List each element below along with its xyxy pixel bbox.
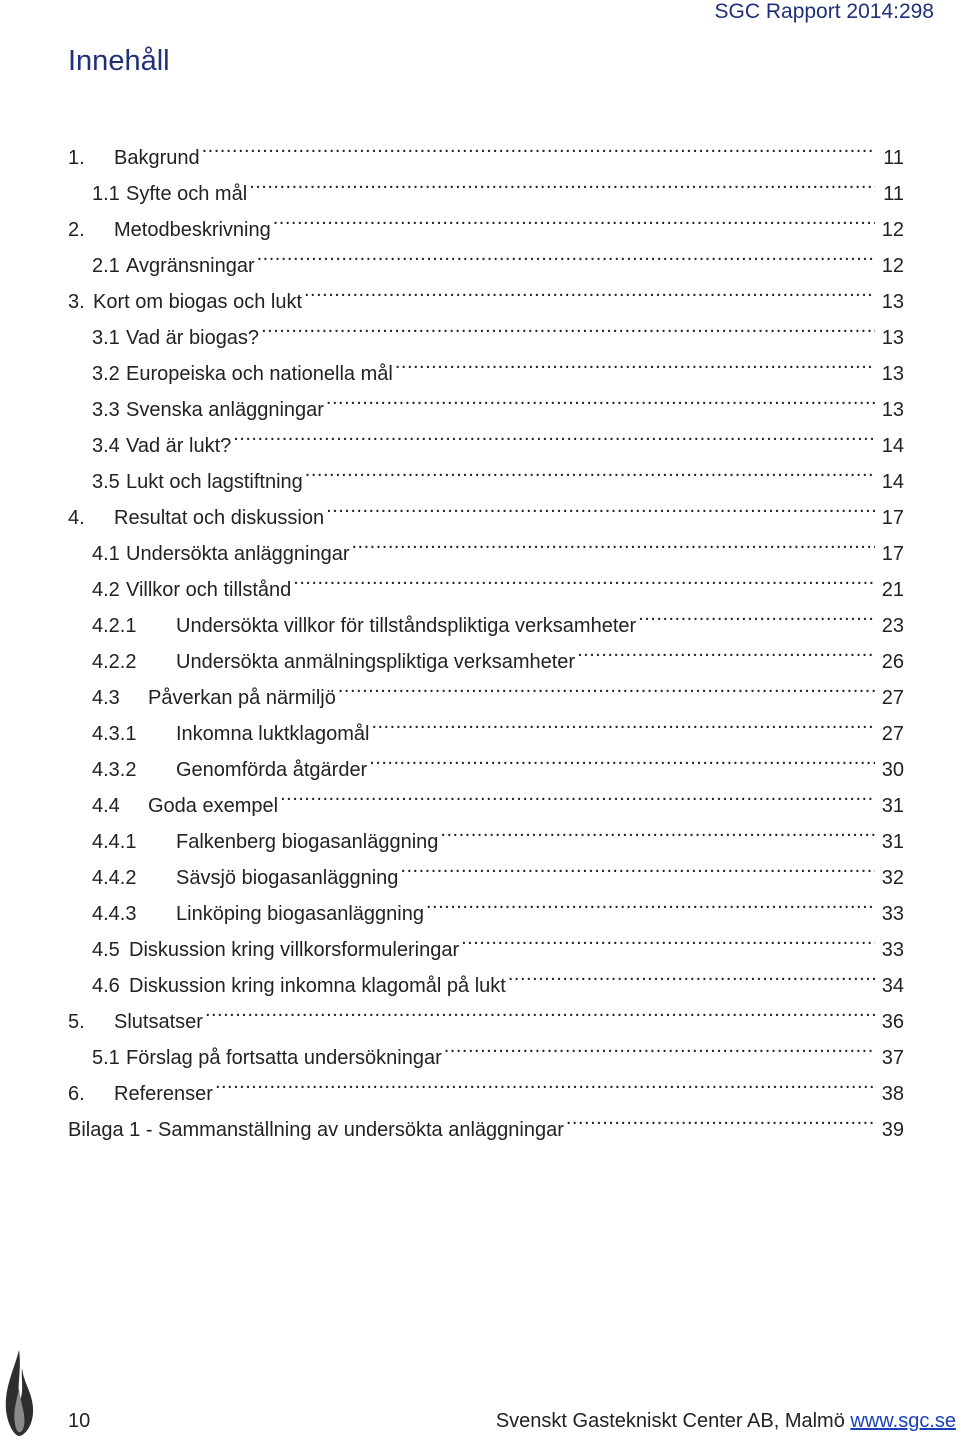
toc-dot-leader bbox=[261, 308, 875, 344]
toc-entry[interactable] bbox=[68, 308, 904, 349]
report-header: SGC Rapport 2014:298 bbox=[714, 0, 934, 23]
toc-entry[interactable] bbox=[68, 200, 904, 241]
toc-entry[interactable] bbox=[68, 452, 904, 493]
toc-entry-page: 23 bbox=[881, 615, 904, 637]
toc-entry-page: 27 bbox=[881, 723, 904, 745]
toc-entry-number: 3.4 bbox=[92, 435, 120, 457]
toc-dot-leader bbox=[293, 560, 875, 596]
toc-entry-number: 4.2.2 bbox=[92, 651, 137, 673]
toc-entry-page: 14 bbox=[881, 471, 904, 493]
toc-entry-number: 4.3.2 bbox=[92, 759, 137, 781]
toc-entry-number: 3.3 bbox=[92, 399, 120, 421]
toc-entry[interactable] bbox=[68, 956, 904, 997]
toc-dot-leader bbox=[369, 740, 875, 776]
toc-entry-page: 31 bbox=[881, 795, 904, 817]
toc-entry-title: Diskussion kring inkomna klagomål på lukt bbox=[129, 975, 506, 997]
toc-entry-number: 4.2 bbox=[92, 579, 120, 601]
toc-dot-leader bbox=[352, 524, 876, 560]
toc-entry[interactable] bbox=[68, 416, 904, 457]
toc-entry-title: Undersökta anläggningar bbox=[126, 543, 350, 565]
toc-entry-number: 2. bbox=[68, 219, 85, 241]
toc-entry-title: Resultat och diskussion bbox=[114, 507, 325, 529]
page-title: Innehåll bbox=[68, 45, 170, 77]
toc-entry-title: Lukt och lagstiftning bbox=[126, 471, 303, 493]
toc-entry-title: Påverkan på närmiljö bbox=[148, 687, 336, 709]
toc-entry[interactable] bbox=[68, 884, 904, 925]
toc-entry[interactable] bbox=[68, 1028, 904, 1069]
toc-entry-title: Bakgrund bbox=[114, 147, 200, 169]
toc-entry[interactable] bbox=[68, 164, 904, 205]
footer-organization: Svenskt Gastekniskt Center AB, Malmö bbox=[495, 1410, 845, 1432]
toc-entry-page: 13 bbox=[881, 363, 904, 385]
toc-entry-number: 4.1 bbox=[92, 543, 120, 565]
toc-entry[interactable] bbox=[68, 560, 904, 601]
toc-dot-leader bbox=[444, 1028, 875, 1064]
toc-dot-leader bbox=[305, 452, 875, 488]
toc-entry-title: Undersökta anmälningspliktiga verksamheter bbox=[176, 651, 576, 673]
toc-dot-leader bbox=[638, 596, 875, 632]
toc-dot-leader bbox=[440, 812, 875, 848]
toc-dot-leader bbox=[577, 632, 875, 668]
toc-entry-title: Undersökta villkor för tillståndspliktiga verksamheter bbox=[176, 615, 637, 637]
toc-entry-page: 26 bbox=[881, 651, 904, 673]
toc-entry-number: 1.1 bbox=[92, 183, 120, 205]
toc-dot-leader bbox=[338, 668, 875, 704]
toc-entry-page: 33 bbox=[881, 939, 904, 961]
toc-entry-number: 4.2.1 bbox=[92, 615, 137, 637]
toc-entry-title: Diskussion kring villkorsformuleringar bbox=[129, 939, 460, 961]
table-of-contents bbox=[68, 128, 904, 1141]
toc-entry-page: 36 bbox=[881, 1011, 904, 1033]
toc-entry-page: 11 bbox=[883, 183, 904, 205]
toc-entry-page: 17 bbox=[881, 543, 904, 565]
toc-entry-number: 5. bbox=[68, 1011, 85, 1033]
toc-entry-number: 4.5 bbox=[92, 939, 120, 961]
toc-entry[interactable] bbox=[68, 920, 904, 961]
toc-dot-leader bbox=[566, 1100, 875, 1136]
toc-entry-title: Villkor och tillstånd bbox=[126, 579, 292, 601]
toc-entry-page: 13 bbox=[881, 291, 904, 313]
toc-entry-title: Kort om biogas och lukt bbox=[93, 291, 302, 313]
toc-entry-page: 17 bbox=[881, 507, 904, 529]
toc-entry-title: Vad är biogas? bbox=[126, 327, 260, 349]
toc-entry-page: 39 bbox=[881, 1119, 904, 1141]
toc-entry-title: Avgränsningar bbox=[126, 255, 255, 277]
toc-entry-number: 4.3 bbox=[92, 687, 120, 709]
toc-entry-page: 13 bbox=[881, 399, 904, 421]
toc-entry[interactable] bbox=[68, 488, 904, 529]
toc-entry-page: 30 bbox=[881, 759, 904, 781]
toc-dot-leader bbox=[280, 776, 875, 812]
toc-entry-title: Inkomna luktklagomål bbox=[176, 723, 370, 745]
toc-entry-page: 21 bbox=[881, 579, 904, 601]
toc-entry-title: Vad är lukt? bbox=[126, 435, 232, 457]
toc-entry-page: 14 bbox=[881, 435, 904, 457]
toc-entry[interactable] bbox=[68, 236, 904, 277]
toc-entry[interactable] bbox=[68, 740, 904, 781]
toc-entry[interactable] bbox=[68, 596, 904, 637]
toc-entry[interactable] bbox=[68, 776, 904, 817]
toc-entry-title: Genomförda åtgärder bbox=[176, 759, 368, 781]
toc-entry-number: 4. bbox=[68, 507, 85, 529]
toc-dot-leader bbox=[304, 272, 875, 308]
page-footer bbox=[68, 1408, 956, 1434]
toc-entry-page: 38 bbox=[881, 1083, 904, 1105]
toc-entry-page: 11 bbox=[883, 147, 904, 169]
toc-entry-number: 5.1 bbox=[92, 1047, 120, 1069]
toc-entry-title: Referenser bbox=[114, 1083, 213, 1105]
toc-dot-leader bbox=[249, 164, 875, 200]
toc-entry[interactable] bbox=[68, 272, 904, 313]
toc-dot-leader bbox=[205, 992, 875, 1028]
toc-entry-number: 3.5 bbox=[92, 471, 120, 493]
toc-dot-leader bbox=[215, 1064, 875, 1100]
toc-entry[interactable] bbox=[68, 992, 904, 1033]
toc-dot-leader bbox=[273, 200, 875, 236]
toc-entry-title: Europeiska och nationella mål bbox=[126, 363, 393, 385]
toc-dot-leader bbox=[257, 236, 875, 272]
toc-entry[interactable] bbox=[68, 1064, 904, 1105]
toc-entry-title: Bilaga 1 - Sammanställning av undersökta anläggningar bbox=[68, 1119, 564, 1141]
toc-entry-number: 4.4 bbox=[92, 795, 120, 817]
toc-entry-title: Förslag på fortsatta undersökningar bbox=[126, 1047, 442, 1069]
toc-dot-leader bbox=[202, 128, 875, 164]
toc-entry-number: 1. bbox=[68, 147, 85, 169]
toc-entry-page: 34 bbox=[881, 975, 904, 997]
toc-entry-page: 27 bbox=[881, 687, 904, 709]
toc-entry-page: 12 bbox=[881, 255, 904, 277]
toc-entry[interactable] bbox=[68, 668, 904, 709]
footer-link[interactable]: www.sgc.se bbox=[850, 1410, 956, 1432]
toc-entry[interactable] bbox=[68, 380, 904, 421]
toc-entry-title: Sävsjö biogasanläggning bbox=[176, 867, 399, 889]
toc-entry-number: 4.4.2 bbox=[92, 867, 137, 889]
toc-entry-title: Goda exempel bbox=[148, 795, 279, 817]
toc-entry-number: 3. bbox=[68, 291, 85, 313]
toc-entry[interactable] bbox=[68, 812, 904, 853]
toc-entry-page: 12 bbox=[881, 219, 904, 241]
toc-dot-leader bbox=[326, 488, 875, 524]
toc-entry-page: 33 bbox=[881, 903, 904, 925]
toc-entry-number: 4.4.3 bbox=[92, 903, 137, 925]
toc-entry-number: 6. bbox=[68, 1083, 85, 1105]
toc-entry[interactable] bbox=[68, 128, 904, 169]
toc-entry-number: 4.3.1 bbox=[92, 723, 137, 745]
toc-dot-leader bbox=[371, 704, 875, 740]
footer-page-number: 10 bbox=[68, 1410, 91, 1432]
toc-dot-leader bbox=[426, 884, 875, 920]
toc-dot-leader bbox=[326, 380, 875, 416]
toc-entry-title: Svenska anläggningar bbox=[126, 399, 324, 421]
toc-dot-leader bbox=[395, 344, 875, 380]
flame-logo-icon bbox=[2, 1348, 36, 1438]
toc-entry-title: Linköping biogasanläggning bbox=[176, 903, 424, 925]
toc-entry[interactable] bbox=[68, 344, 904, 385]
toc-entry-number: 3.1 bbox=[92, 327, 120, 349]
toc-entry-title: Slutsatser bbox=[114, 1011, 203, 1033]
toc-entry-title: Syfte och mål bbox=[126, 183, 248, 205]
toc-entry-title: Falkenberg biogasanläggning bbox=[176, 831, 439, 853]
toc-entry-page: 13 bbox=[881, 327, 904, 349]
toc-entry-number: 2.1 bbox=[92, 255, 120, 277]
toc-entry-page: 37 bbox=[881, 1047, 904, 1069]
toc-entry-number: 4.4.1 bbox=[92, 831, 137, 853]
toc-dot-leader bbox=[461, 920, 875, 956]
toc-dot-leader bbox=[508, 956, 875, 992]
toc-entry[interactable] bbox=[68, 704, 904, 745]
toc-entry[interactable] bbox=[68, 632, 904, 673]
toc-entry-title: Metodbeskrivning bbox=[114, 219, 271, 241]
toc-dot-leader bbox=[233, 416, 875, 452]
toc-entry[interactable] bbox=[68, 524, 904, 565]
toc-entry-number: 3.2 bbox=[92, 363, 120, 385]
toc-entry-number: 4.6 bbox=[92, 975, 120, 997]
toc-dot-leader bbox=[400, 848, 875, 884]
footer-credit bbox=[496, 1408, 956, 1434]
toc-entry-page: 32 bbox=[881, 867, 904, 889]
toc-entry[interactable] bbox=[68, 1100, 904, 1141]
toc-entry-page: 31 bbox=[881, 831, 904, 853]
toc-entry[interactable] bbox=[68, 848, 904, 889]
